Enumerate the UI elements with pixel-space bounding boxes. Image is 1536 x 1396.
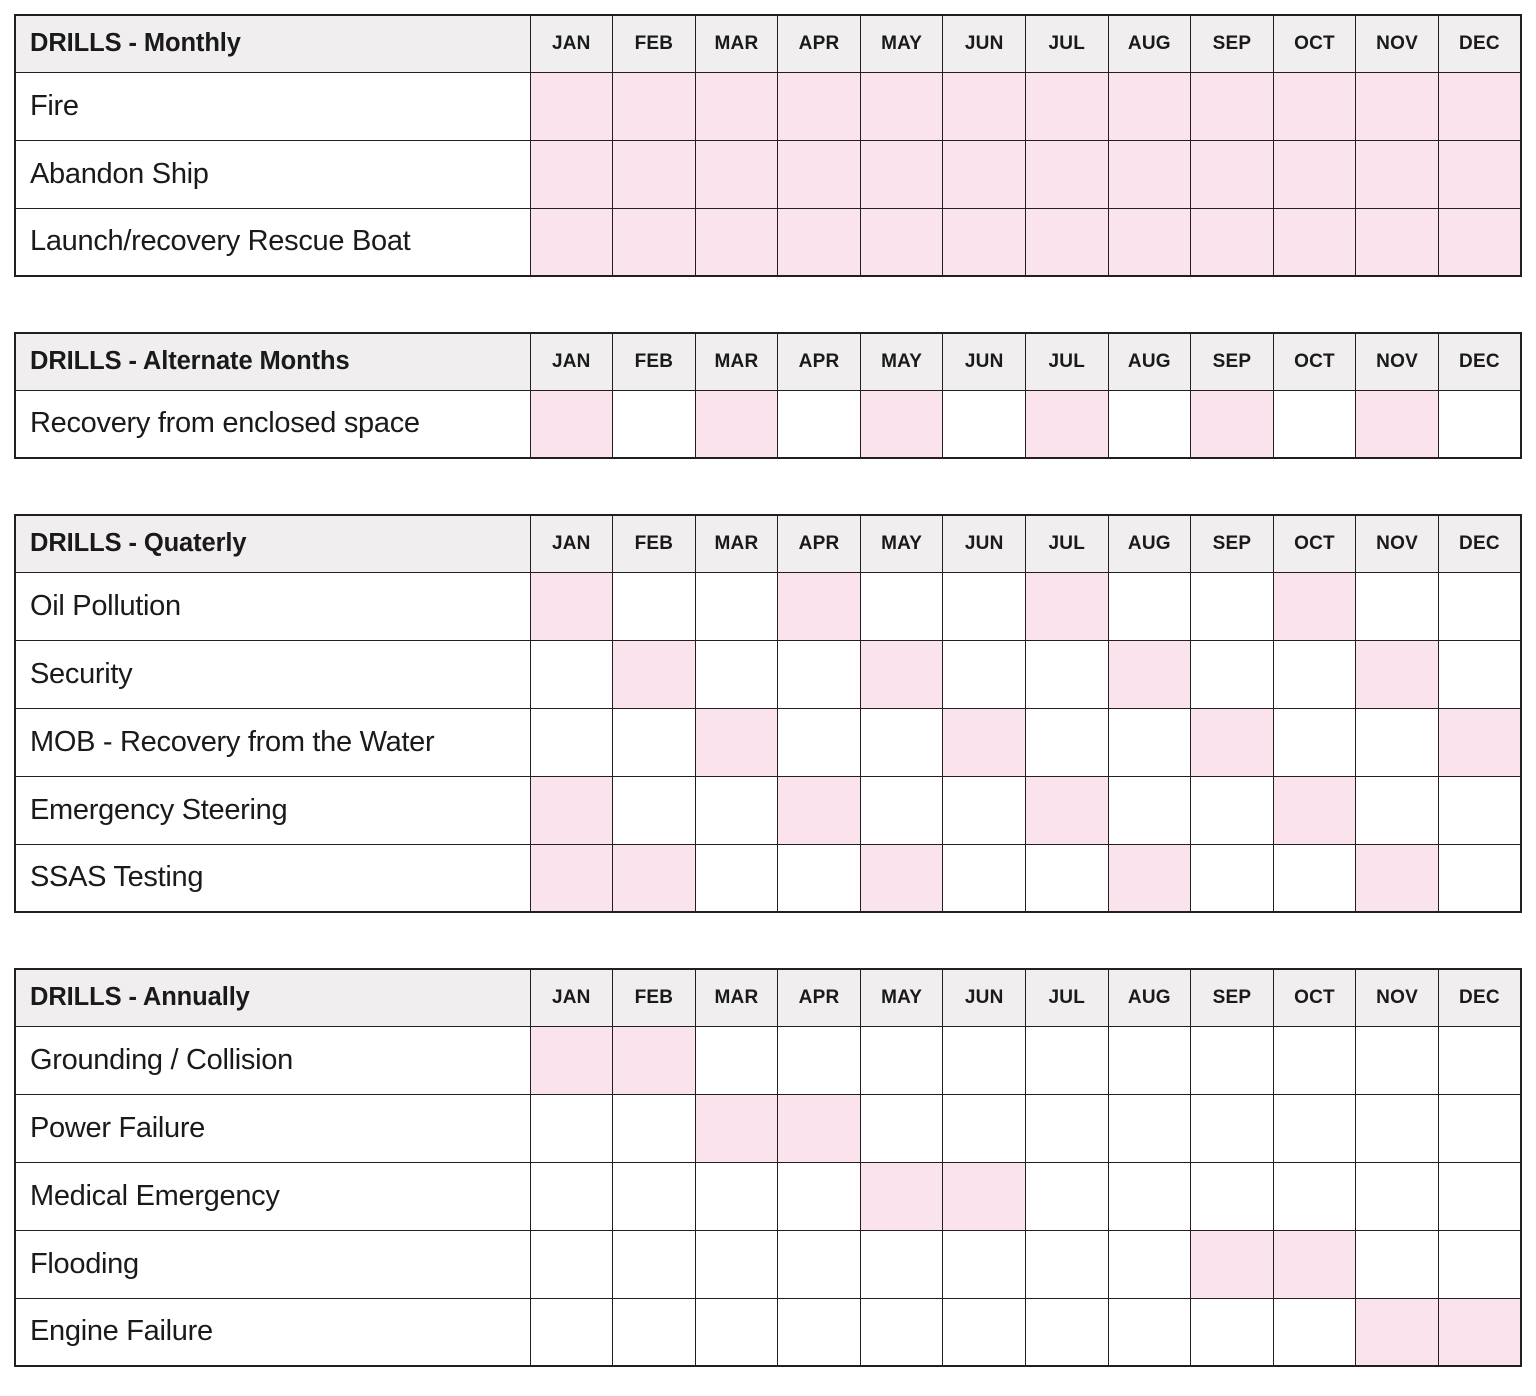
schedule-cell-aug-empty[interactable] bbox=[1108, 1298, 1191, 1366]
schedule-cell-jul-empty[interactable] bbox=[1025, 1230, 1108, 1298]
schedule-cell-sep-empty[interactable] bbox=[1191, 844, 1274, 912]
schedule-cell-apr-scheduled[interactable] bbox=[778, 572, 861, 640]
schedule-cell-may-scheduled[interactable] bbox=[860, 844, 943, 912]
schedule-cell-jul-empty[interactable] bbox=[1025, 708, 1108, 776]
schedule-cell-feb-empty[interactable] bbox=[613, 390, 696, 458]
schedule-cell-nov-scheduled[interactable] bbox=[1356, 844, 1439, 912]
schedule-cell-feb-empty[interactable] bbox=[613, 1094, 696, 1162]
schedule-cell-feb-empty[interactable] bbox=[613, 1298, 696, 1366]
schedule-cell-feb-scheduled[interactable] bbox=[613, 72, 696, 140]
schedule-cell-sep-empty[interactable] bbox=[1191, 1094, 1274, 1162]
schedule-cell-nov-empty[interactable] bbox=[1356, 1026, 1439, 1094]
schedule-cell-jul-scheduled[interactable] bbox=[1025, 776, 1108, 844]
table-header-row bbox=[15, 515, 1521, 572]
schedule-cell-feb-scheduled[interactable] bbox=[613, 640, 696, 708]
schedule-cell-apr-scheduled[interactable] bbox=[778, 72, 861, 140]
schedule-cell-dec-empty[interactable] bbox=[1438, 572, 1521, 640]
schedule-cell-jan-scheduled[interactable] bbox=[530, 1026, 613, 1094]
month-header-jul: JUL bbox=[1025, 515, 1108, 572]
schedule-cell-may-empty[interactable] bbox=[860, 1094, 943, 1162]
schedule-cell-jun-empty[interactable] bbox=[943, 1094, 1026, 1162]
schedule-cell-mar-empty[interactable] bbox=[695, 1298, 778, 1366]
table-row bbox=[15, 1162, 1521, 1230]
schedule-cell-oct-scheduled[interactable] bbox=[1273, 776, 1356, 844]
schedule-cell-oct-empty[interactable] bbox=[1273, 1094, 1356, 1162]
schedule-cell-aug-scheduled[interactable] bbox=[1108, 640, 1191, 708]
schedule-cell-mar-scheduled[interactable] bbox=[695, 390, 778, 458]
schedule-cell-sep-empty[interactable] bbox=[1191, 1162, 1274, 1230]
schedule-cell-nov-empty[interactable] bbox=[1356, 1230, 1439, 1298]
schedule-cell-apr-empty[interactable] bbox=[778, 1230, 861, 1298]
schedule-cell-oct-empty[interactable] bbox=[1273, 708, 1356, 776]
drill-label: SSAS Testing bbox=[15, 844, 530, 912]
month-header-apr: APR bbox=[778, 333, 861, 390]
drill-label: Emergency Steering bbox=[15, 776, 530, 844]
month-header-aug: AUG bbox=[1108, 15, 1191, 72]
schedule-cell-aug-empty[interactable] bbox=[1108, 1094, 1191, 1162]
schedule-cell-jan-scheduled[interactable] bbox=[530, 844, 613, 912]
schedule-cell-nov-scheduled[interactable] bbox=[1356, 140, 1439, 208]
schedule-cell-jun-scheduled[interactable] bbox=[943, 140, 1026, 208]
month-header-dec: DEC bbox=[1438, 969, 1521, 1026]
schedule-cell-feb-scheduled[interactable] bbox=[613, 1026, 696, 1094]
table-row bbox=[15, 708, 1521, 776]
schedule-cell-sep-empty[interactable] bbox=[1191, 1026, 1274, 1094]
schedule-cell-jun-scheduled[interactable] bbox=[943, 208, 1026, 276]
schedule-cell-dec-scheduled[interactable] bbox=[1438, 72, 1521, 140]
schedule-cell-mar-scheduled[interactable] bbox=[695, 1094, 778, 1162]
drills-table-0 bbox=[14, 14, 1522, 277]
drill-label: Power Failure bbox=[15, 1094, 530, 1162]
schedule-cell-jul-empty[interactable] bbox=[1025, 1162, 1108, 1230]
drill-label: MOB - Recovery from the Water bbox=[15, 708, 530, 776]
schedule-cell-mar-scheduled[interactable] bbox=[695, 72, 778, 140]
schedule-cell-mar-empty[interactable] bbox=[695, 776, 778, 844]
schedule-cell-dec-empty[interactable] bbox=[1438, 1230, 1521, 1298]
month-header-mar: MAR bbox=[695, 15, 778, 72]
schedule-cell-jan-scheduled[interactable] bbox=[530, 208, 613, 276]
schedule-cell-mar-empty[interactable] bbox=[695, 640, 778, 708]
schedule-cell-jun-scheduled[interactable] bbox=[943, 72, 1026, 140]
schedule-cell-jan-empty[interactable] bbox=[530, 1094, 613, 1162]
schedule-cell-may-empty[interactable] bbox=[860, 1230, 943, 1298]
month-header-nov: NOV bbox=[1356, 333, 1439, 390]
month-header-aug: AUG bbox=[1108, 969, 1191, 1026]
table-row bbox=[15, 844, 1521, 912]
schedule-cell-jan-scheduled[interactable] bbox=[530, 776, 613, 844]
month-header-aug: AUG bbox=[1108, 333, 1191, 390]
table-row bbox=[15, 1026, 1521, 1094]
schedule-cell-jul-empty[interactable] bbox=[1025, 844, 1108, 912]
month-header-sep: SEP bbox=[1191, 969, 1274, 1026]
schedule-cell-dec-empty[interactable] bbox=[1438, 640, 1521, 708]
schedule-cell-jun-empty[interactable] bbox=[943, 1230, 1026, 1298]
drills-table-2 bbox=[14, 514, 1522, 913]
month-header-aug: AUG bbox=[1108, 515, 1191, 572]
drill-label: Flooding bbox=[15, 1230, 530, 1298]
schedule-cell-mar-empty[interactable] bbox=[695, 572, 778, 640]
schedule-cell-nov-empty[interactable] bbox=[1356, 708, 1439, 776]
drill-label: Oil Pollution bbox=[15, 572, 530, 640]
schedule-cell-aug-empty[interactable] bbox=[1108, 776, 1191, 844]
schedule-cell-sep-empty[interactable] bbox=[1191, 640, 1274, 708]
table-header-row bbox=[15, 969, 1521, 1026]
schedule-cell-sep-empty[interactable] bbox=[1191, 1298, 1274, 1366]
month-header-jun: JUN bbox=[943, 333, 1026, 390]
schedule-cell-apr-empty[interactable] bbox=[778, 390, 861, 458]
schedule-cell-aug-empty[interactable] bbox=[1108, 708, 1191, 776]
schedule-cell-sep-scheduled[interactable] bbox=[1191, 708, 1274, 776]
month-header-jul: JUL bbox=[1025, 333, 1108, 390]
month-header-jan: JAN bbox=[530, 969, 613, 1026]
schedule-cell-mar-empty[interactable] bbox=[695, 1230, 778, 1298]
schedule-cell-jul-scheduled[interactable] bbox=[1025, 72, 1108, 140]
schedule-cell-jan-scheduled[interactable] bbox=[530, 572, 613, 640]
schedule-cell-jan-empty[interactable] bbox=[530, 640, 613, 708]
schedule-cell-oct-empty[interactable] bbox=[1273, 844, 1356, 912]
table-row bbox=[15, 208, 1521, 276]
schedule-cell-mar-empty[interactable] bbox=[695, 1162, 778, 1230]
schedule-cell-jun-empty[interactable] bbox=[943, 640, 1026, 708]
schedule-cell-apr-empty[interactable] bbox=[778, 640, 861, 708]
section-title: DRILLS - Alternate Months bbox=[15, 333, 530, 390]
schedule-cell-may-scheduled[interactable] bbox=[860, 390, 943, 458]
schedule-cell-jan-empty[interactable] bbox=[530, 1162, 613, 1230]
month-header-feb: FEB bbox=[613, 15, 696, 72]
drill-label: Security bbox=[15, 640, 530, 708]
table-header-row bbox=[15, 15, 1521, 72]
schedule-cell-oct-scheduled[interactable] bbox=[1273, 140, 1356, 208]
table-row bbox=[15, 640, 1521, 708]
section-title: DRILLS - Monthly bbox=[15, 15, 530, 72]
schedule-cell-jul-empty[interactable] bbox=[1025, 1298, 1108, 1366]
schedule-cell-oct-empty[interactable] bbox=[1273, 640, 1356, 708]
schedule-cell-feb-empty[interactable] bbox=[613, 776, 696, 844]
schedule-cell-feb-empty[interactable] bbox=[613, 1162, 696, 1230]
table-row bbox=[15, 390, 1521, 458]
schedule-cell-apr-empty[interactable] bbox=[778, 708, 861, 776]
drill-label: Fire bbox=[15, 72, 530, 140]
schedule-cell-apr-empty[interactable] bbox=[778, 1026, 861, 1094]
month-header-may: MAY bbox=[860, 333, 943, 390]
table-row bbox=[15, 776, 1521, 844]
month-header-dec: DEC bbox=[1438, 333, 1521, 390]
schedule-cell-apr-scheduled[interactable] bbox=[778, 1094, 861, 1162]
schedule-cell-jan-scheduled[interactable] bbox=[530, 390, 613, 458]
schedule-cell-dec-empty[interactable] bbox=[1438, 390, 1521, 458]
month-header-sep: SEP bbox=[1191, 333, 1274, 390]
table-row bbox=[15, 1094, 1521, 1162]
schedule-cell-apr-empty[interactable] bbox=[778, 844, 861, 912]
schedule-cell-dec-scheduled[interactable] bbox=[1438, 708, 1521, 776]
schedule-cell-nov-empty[interactable] bbox=[1356, 1094, 1439, 1162]
schedule-cell-nov-scheduled[interactable] bbox=[1356, 1298, 1439, 1366]
schedule-cell-nov-scheduled[interactable] bbox=[1356, 640, 1439, 708]
schedule-cell-mar-empty[interactable] bbox=[695, 844, 778, 912]
table-header-row bbox=[15, 333, 1521, 390]
month-header-oct: OCT bbox=[1273, 15, 1356, 72]
schedule-cell-sep-empty[interactable] bbox=[1191, 776, 1274, 844]
month-header-nov: NOV bbox=[1356, 515, 1439, 572]
month-header-jun: JUN bbox=[943, 969, 1026, 1026]
table-row bbox=[15, 1298, 1521, 1366]
schedule-cell-aug-empty[interactable] bbox=[1108, 1230, 1191, 1298]
schedule-cell-oct-scheduled[interactable] bbox=[1273, 572, 1356, 640]
month-header-feb: FEB bbox=[613, 969, 696, 1026]
schedule-cell-nov-scheduled[interactable] bbox=[1356, 390, 1439, 458]
schedule-cell-dec-empty[interactable] bbox=[1438, 844, 1521, 912]
schedule-cell-dec-empty[interactable] bbox=[1438, 776, 1521, 844]
schedule-cell-feb-scheduled[interactable] bbox=[613, 844, 696, 912]
schedule-cell-jan-empty[interactable] bbox=[530, 708, 613, 776]
table-row bbox=[15, 1230, 1521, 1298]
month-header-sep: SEP bbox=[1191, 15, 1274, 72]
schedule-cell-sep-scheduled[interactable] bbox=[1191, 1230, 1274, 1298]
schedule-cell-mar-empty[interactable] bbox=[695, 1026, 778, 1094]
schedule-cell-jul-empty[interactable] bbox=[1025, 1026, 1108, 1094]
schedule-cell-jan-scheduled[interactable] bbox=[530, 140, 613, 208]
month-header-may: MAY bbox=[860, 515, 943, 572]
drills-table-1 bbox=[14, 332, 1522, 459]
month-header-may: MAY bbox=[860, 15, 943, 72]
schedule-cell-aug-empty[interactable] bbox=[1108, 390, 1191, 458]
schedule-cell-may-scheduled[interactable] bbox=[860, 140, 943, 208]
schedule-cell-sep-scheduled[interactable] bbox=[1191, 390, 1274, 458]
schedule-cell-aug-empty[interactable] bbox=[1108, 572, 1191, 640]
month-header-apr: APR bbox=[778, 515, 861, 572]
schedule-cell-aug-empty[interactable] bbox=[1108, 1162, 1191, 1230]
schedule-cell-may-empty[interactable] bbox=[860, 572, 943, 640]
table-row bbox=[15, 140, 1521, 208]
schedule-cell-mar-scheduled[interactable] bbox=[695, 708, 778, 776]
month-header-nov: NOV bbox=[1356, 969, 1439, 1026]
schedule-cell-jun-empty[interactable] bbox=[943, 776, 1026, 844]
schedule-cell-dec-empty[interactable] bbox=[1438, 1162, 1521, 1230]
schedule-cell-jul-scheduled[interactable] bbox=[1025, 572, 1108, 640]
schedule-cell-dec-empty[interactable] bbox=[1438, 1026, 1521, 1094]
schedule-cell-jun-empty[interactable] bbox=[943, 1298, 1026, 1366]
schedule-cell-jan-empty[interactable] bbox=[530, 1298, 613, 1366]
month-header-mar: MAR bbox=[695, 333, 778, 390]
schedule-cell-feb-scheduled[interactable] bbox=[613, 208, 696, 276]
schedule-cell-aug-scheduled[interactable] bbox=[1108, 208, 1191, 276]
schedule-cell-sep-empty[interactable] bbox=[1191, 572, 1274, 640]
table-row bbox=[15, 72, 1521, 140]
schedule-cell-nov-empty[interactable] bbox=[1356, 572, 1439, 640]
schedule-cell-aug-scheduled[interactable] bbox=[1108, 140, 1191, 208]
schedule-cell-oct-scheduled[interactable] bbox=[1273, 72, 1356, 140]
schedule-cell-may-scheduled[interactable] bbox=[860, 208, 943, 276]
drill-label: Engine Failure bbox=[15, 1298, 530, 1366]
schedule-cell-sep-scheduled[interactable] bbox=[1191, 72, 1274, 140]
schedule-cell-jan-scheduled[interactable] bbox=[530, 72, 613, 140]
table-row bbox=[15, 572, 1521, 640]
schedule-cell-nov-scheduled[interactable] bbox=[1356, 208, 1439, 276]
month-header-oct: OCT bbox=[1273, 969, 1356, 1026]
schedule-cell-oct-scheduled[interactable] bbox=[1273, 1230, 1356, 1298]
schedule-cell-dec-scheduled[interactable] bbox=[1438, 140, 1521, 208]
schedule-cell-may-scheduled[interactable] bbox=[860, 640, 943, 708]
section-title: DRILLS - Quaterly bbox=[15, 515, 530, 572]
schedule-cell-apr-empty[interactable] bbox=[778, 1298, 861, 1366]
schedule-cell-oct-empty[interactable] bbox=[1273, 1162, 1356, 1230]
schedule-cell-jun-scheduled[interactable] bbox=[943, 1162, 1026, 1230]
schedule-cell-apr-scheduled[interactable] bbox=[778, 208, 861, 276]
schedule-cell-jun-empty[interactable] bbox=[943, 844, 1026, 912]
drills-table-3 bbox=[14, 968, 1522, 1367]
month-header-jan: JAN bbox=[530, 333, 613, 390]
schedule-cell-oct-empty[interactable] bbox=[1273, 1298, 1356, 1366]
schedule-cell-jan-empty[interactable] bbox=[530, 1230, 613, 1298]
schedule-cell-aug-empty[interactable] bbox=[1108, 1026, 1191, 1094]
schedule-cell-dec-scheduled[interactable] bbox=[1438, 1298, 1521, 1366]
schedule-cell-feb-empty[interactable] bbox=[613, 708, 696, 776]
schedule-cell-dec-empty[interactable] bbox=[1438, 1094, 1521, 1162]
month-header-jun: JUN bbox=[943, 15, 1026, 72]
month-header-apr: APR bbox=[778, 15, 861, 72]
month-header-dec: DEC bbox=[1438, 515, 1521, 572]
schedule-cell-nov-scheduled[interactable] bbox=[1356, 72, 1439, 140]
schedule-cell-may-scheduled[interactable] bbox=[860, 1162, 943, 1230]
drill-label: Abandon Ship bbox=[15, 140, 530, 208]
schedule-cell-mar-scheduled[interactable] bbox=[695, 140, 778, 208]
drill-label: Recovery from enclosed space bbox=[15, 390, 530, 458]
schedule-cell-dec-scheduled[interactable] bbox=[1438, 208, 1521, 276]
schedule-cell-feb-scheduled[interactable] bbox=[613, 140, 696, 208]
schedule-cell-jun-empty[interactable] bbox=[943, 390, 1026, 458]
schedule-cell-may-empty[interactable] bbox=[860, 708, 943, 776]
schedule-cell-jul-scheduled[interactable] bbox=[1025, 208, 1108, 276]
schedule-cell-jul-scheduled[interactable] bbox=[1025, 390, 1108, 458]
schedule-cell-feb-empty[interactable] bbox=[613, 572, 696, 640]
month-header-dec: DEC bbox=[1438, 15, 1521, 72]
month-header-jul: JUL bbox=[1025, 15, 1108, 72]
schedule-cell-feb-empty[interactable] bbox=[613, 1230, 696, 1298]
month-header-may: MAY bbox=[860, 969, 943, 1026]
month-header-jun: JUN bbox=[943, 515, 1026, 572]
month-header-apr: APR bbox=[778, 969, 861, 1026]
drill-label: Grounding / Collision bbox=[15, 1026, 530, 1094]
schedule-cell-jun-empty[interactable] bbox=[943, 572, 1026, 640]
month-header-mar: MAR bbox=[695, 969, 778, 1026]
schedule-cell-may-empty[interactable] bbox=[860, 1026, 943, 1094]
month-header-feb: FEB bbox=[613, 333, 696, 390]
month-header-sep: SEP bbox=[1191, 515, 1274, 572]
schedule-cell-jun-empty[interactable] bbox=[943, 1026, 1026, 1094]
schedule-cell-jul-empty[interactable] bbox=[1025, 1094, 1108, 1162]
month-header-oct: OCT bbox=[1273, 333, 1356, 390]
schedule-cell-apr-empty[interactable] bbox=[778, 1162, 861, 1230]
schedule-cell-may-empty[interactable] bbox=[860, 776, 943, 844]
schedule-cell-sep-scheduled[interactable] bbox=[1191, 140, 1274, 208]
schedule-cell-jun-scheduled[interactable] bbox=[943, 708, 1026, 776]
month-header-nov: NOV bbox=[1356, 15, 1439, 72]
schedule-cell-jul-empty[interactable] bbox=[1025, 640, 1108, 708]
schedule-cell-nov-empty[interactable] bbox=[1356, 1162, 1439, 1230]
schedule-cell-apr-scheduled[interactable] bbox=[778, 776, 861, 844]
schedule-cell-jul-scheduled[interactable] bbox=[1025, 140, 1108, 208]
schedule-cell-mar-scheduled[interactable] bbox=[695, 208, 778, 276]
schedule-cell-nov-empty[interactable] bbox=[1356, 776, 1439, 844]
month-header-oct: OCT bbox=[1273, 515, 1356, 572]
schedule-cell-oct-empty[interactable] bbox=[1273, 1026, 1356, 1094]
schedule-cell-apr-scheduled[interactable] bbox=[778, 140, 861, 208]
month-header-mar: MAR bbox=[695, 515, 778, 572]
schedule-cell-oct-scheduled[interactable] bbox=[1273, 208, 1356, 276]
month-header-jan: JAN bbox=[530, 15, 613, 72]
schedule-cell-aug-scheduled[interactable] bbox=[1108, 72, 1191, 140]
schedule-cell-oct-empty[interactable] bbox=[1273, 390, 1356, 458]
drill-label: Launch/recovery Rescue Boat bbox=[15, 208, 530, 276]
schedule-cell-sep-scheduled[interactable] bbox=[1191, 208, 1274, 276]
month-header-feb: FEB bbox=[613, 515, 696, 572]
schedule-cell-may-scheduled[interactable] bbox=[860, 72, 943, 140]
drill-label: Medical Emergency bbox=[15, 1162, 530, 1230]
section-title: DRILLS - Annually bbox=[15, 969, 530, 1026]
month-header-jan: JAN bbox=[530, 515, 613, 572]
schedule-cell-may-empty[interactable] bbox=[860, 1298, 943, 1366]
month-header-jul: JUL bbox=[1025, 969, 1108, 1026]
schedule-cell-aug-scheduled[interactable] bbox=[1108, 844, 1191, 912]
